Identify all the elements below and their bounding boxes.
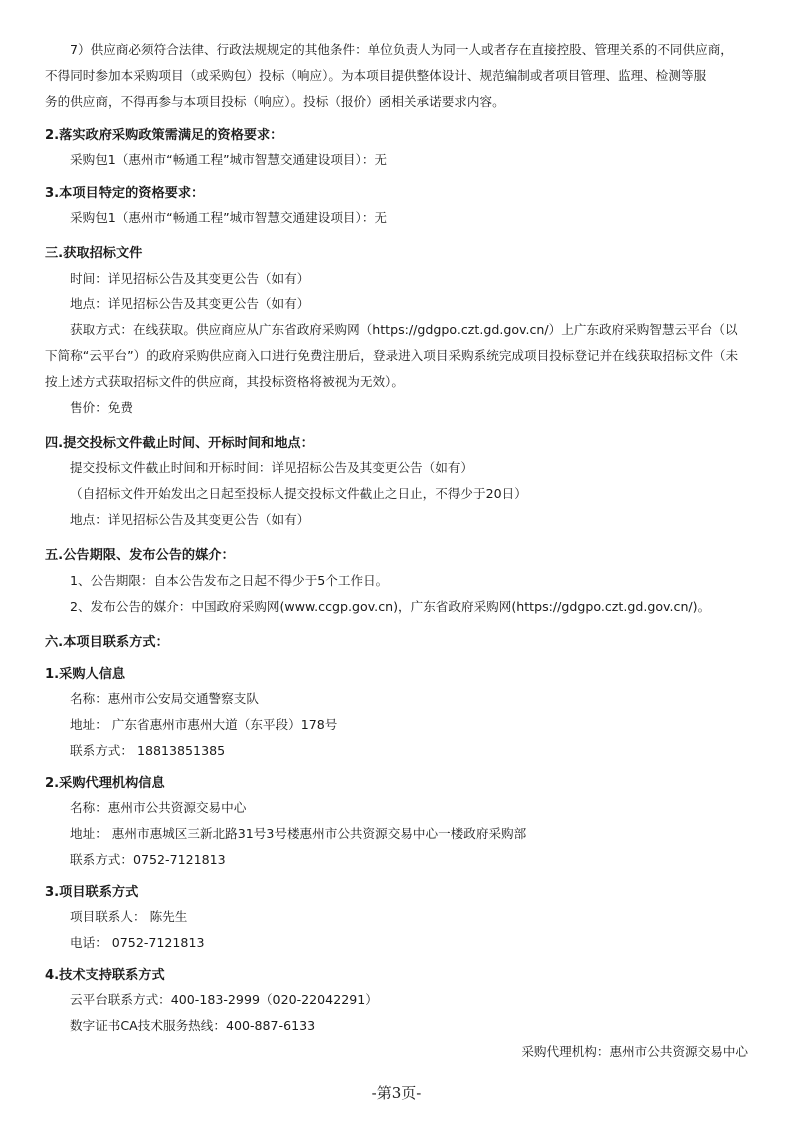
tech-support-ca: 数字证书CA技术服务热线：400-887-6133 [70,1018,316,1033]
deadline-note: （自招标文件开始发出之日起至投标人提交投标文件截止之日止，不得少于20日） [70,486,527,501]
intro-line-1: 7）供应商必须符合法律、行政法规规定的其他条件：单位负责人为同一人或者存在直接控股、管理关系的不同供应商， [70,42,733,57]
page-number: -第3页- [371,1084,422,1102]
purchaser-name: 名称：惠州市公安局交通警察支队 [70,691,259,706]
project-contact-heading: 3.项目联系方式 [45,885,139,900]
agency-signature: 采购代理机构：惠州市公共资源交易中心 [521,1044,748,1059]
obtain-method-line-3: 按上述方式获取招标文件的供应商，其投标资格将被视为无效）。 [45,374,404,389]
obtain-method-line-1: 获取方式：在线获取。供应商应从广东省政府采购网（https://gdgpo.czt.gd.gov.cn/）上广东政府采购智慧云平台（以 [70,322,738,337]
specific-heading: 3.本项目特定的资格要求： [45,186,205,201]
agency-name: 名称：惠州市公共资源交易中心 [70,800,247,815]
obtain-heading: 三.获取招标文件 [45,246,143,261]
obtain-method-line-2: 下简称“云平台”）的政府采购供应商入口进行免费注册后，登录进入项目采购系统完成项目投标登记并在线获取招标文件（未 [45,348,739,363]
policy-item: 采购包1（惠州市“畅通工程”城市智慧交通建设项目）：无 [70,152,388,167]
intro-line-2: 不得同时参加本采购项目（或采购包）投标（响应）。为本项目提供整体设计、规范编制或者项目管理、监理、检测等服 [45,68,707,83]
obtain-place: 地点：详见招标公告及其变更公告（如有） [70,296,310,311]
purchaser-heading: 1.采购人信息 [45,667,126,682]
publicity-heading: 五.公告期限、发布公告的媒介： [45,548,235,563]
contact-heading: 六.本项目联系方式： [45,635,169,650]
project-contact-person: 项目联系人： 陈先生 [70,909,188,924]
publicity-period: 1、公告期限：自本公告发布之日起不得少于5个工作日。 [70,573,389,588]
obtain-time: 时间：详见招标公告及其变更公告（如有） [70,271,310,286]
publicity-media: 2、发布公告的媒介：中国政府采购网(www.ccgp.gov.cn)，广东省政府采购网(https://gdgpo.czt.gd.gov.cn/)。 [70,599,711,614]
deadline-place: 地点：详见招标公告及其变更公告（如有） [70,512,310,527]
deadline-time: 提交投标文件截止时间和开标时间：详见招标公告及其变更公告（如有） [70,460,473,475]
agency-address: 地址： 惠州市惠城区三新北路31号3号楼惠州市公共资源交易中心一楼政府采购部 [70,826,527,841]
purchaser-address: 地址： 广东省惠州市惠州大道（东平段）178号 [70,717,338,732]
agency-heading: 2.采购代理机构信息 [45,776,165,791]
specific-item: 采购包1（惠州市“畅通工程”城市智慧交通建设项目）：无 [70,210,388,225]
policy-heading: 2.落实政府采购政策需满足的资格要求： [45,128,284,143]
tech-support-heading: 4.技术支持联系方式 [45,968,165,983]
deadline-heading: 四.提交投标文件截止时间、开标时间和地点： [45,436,314,451]
project-contact-phone: 电话： 0752-7121813 [70,935,205,950]
intro-line-3: 务的供应商，不得再参与本项目投标（响应）。投标（报价）函相关承诺要求内容。 [45,94,505,109]
purchaser-phone: 联系方式： 18813851385 [70,743,226,758]
agency-phone: 联系方式：0752-7121813 [70,852,226,867]
obtain-price: 售价：免费 [70,400,133,415]
tech-support-cloud: 云平台联系方式：400-183-2999（020-22042291） [70,992,378,1007]
